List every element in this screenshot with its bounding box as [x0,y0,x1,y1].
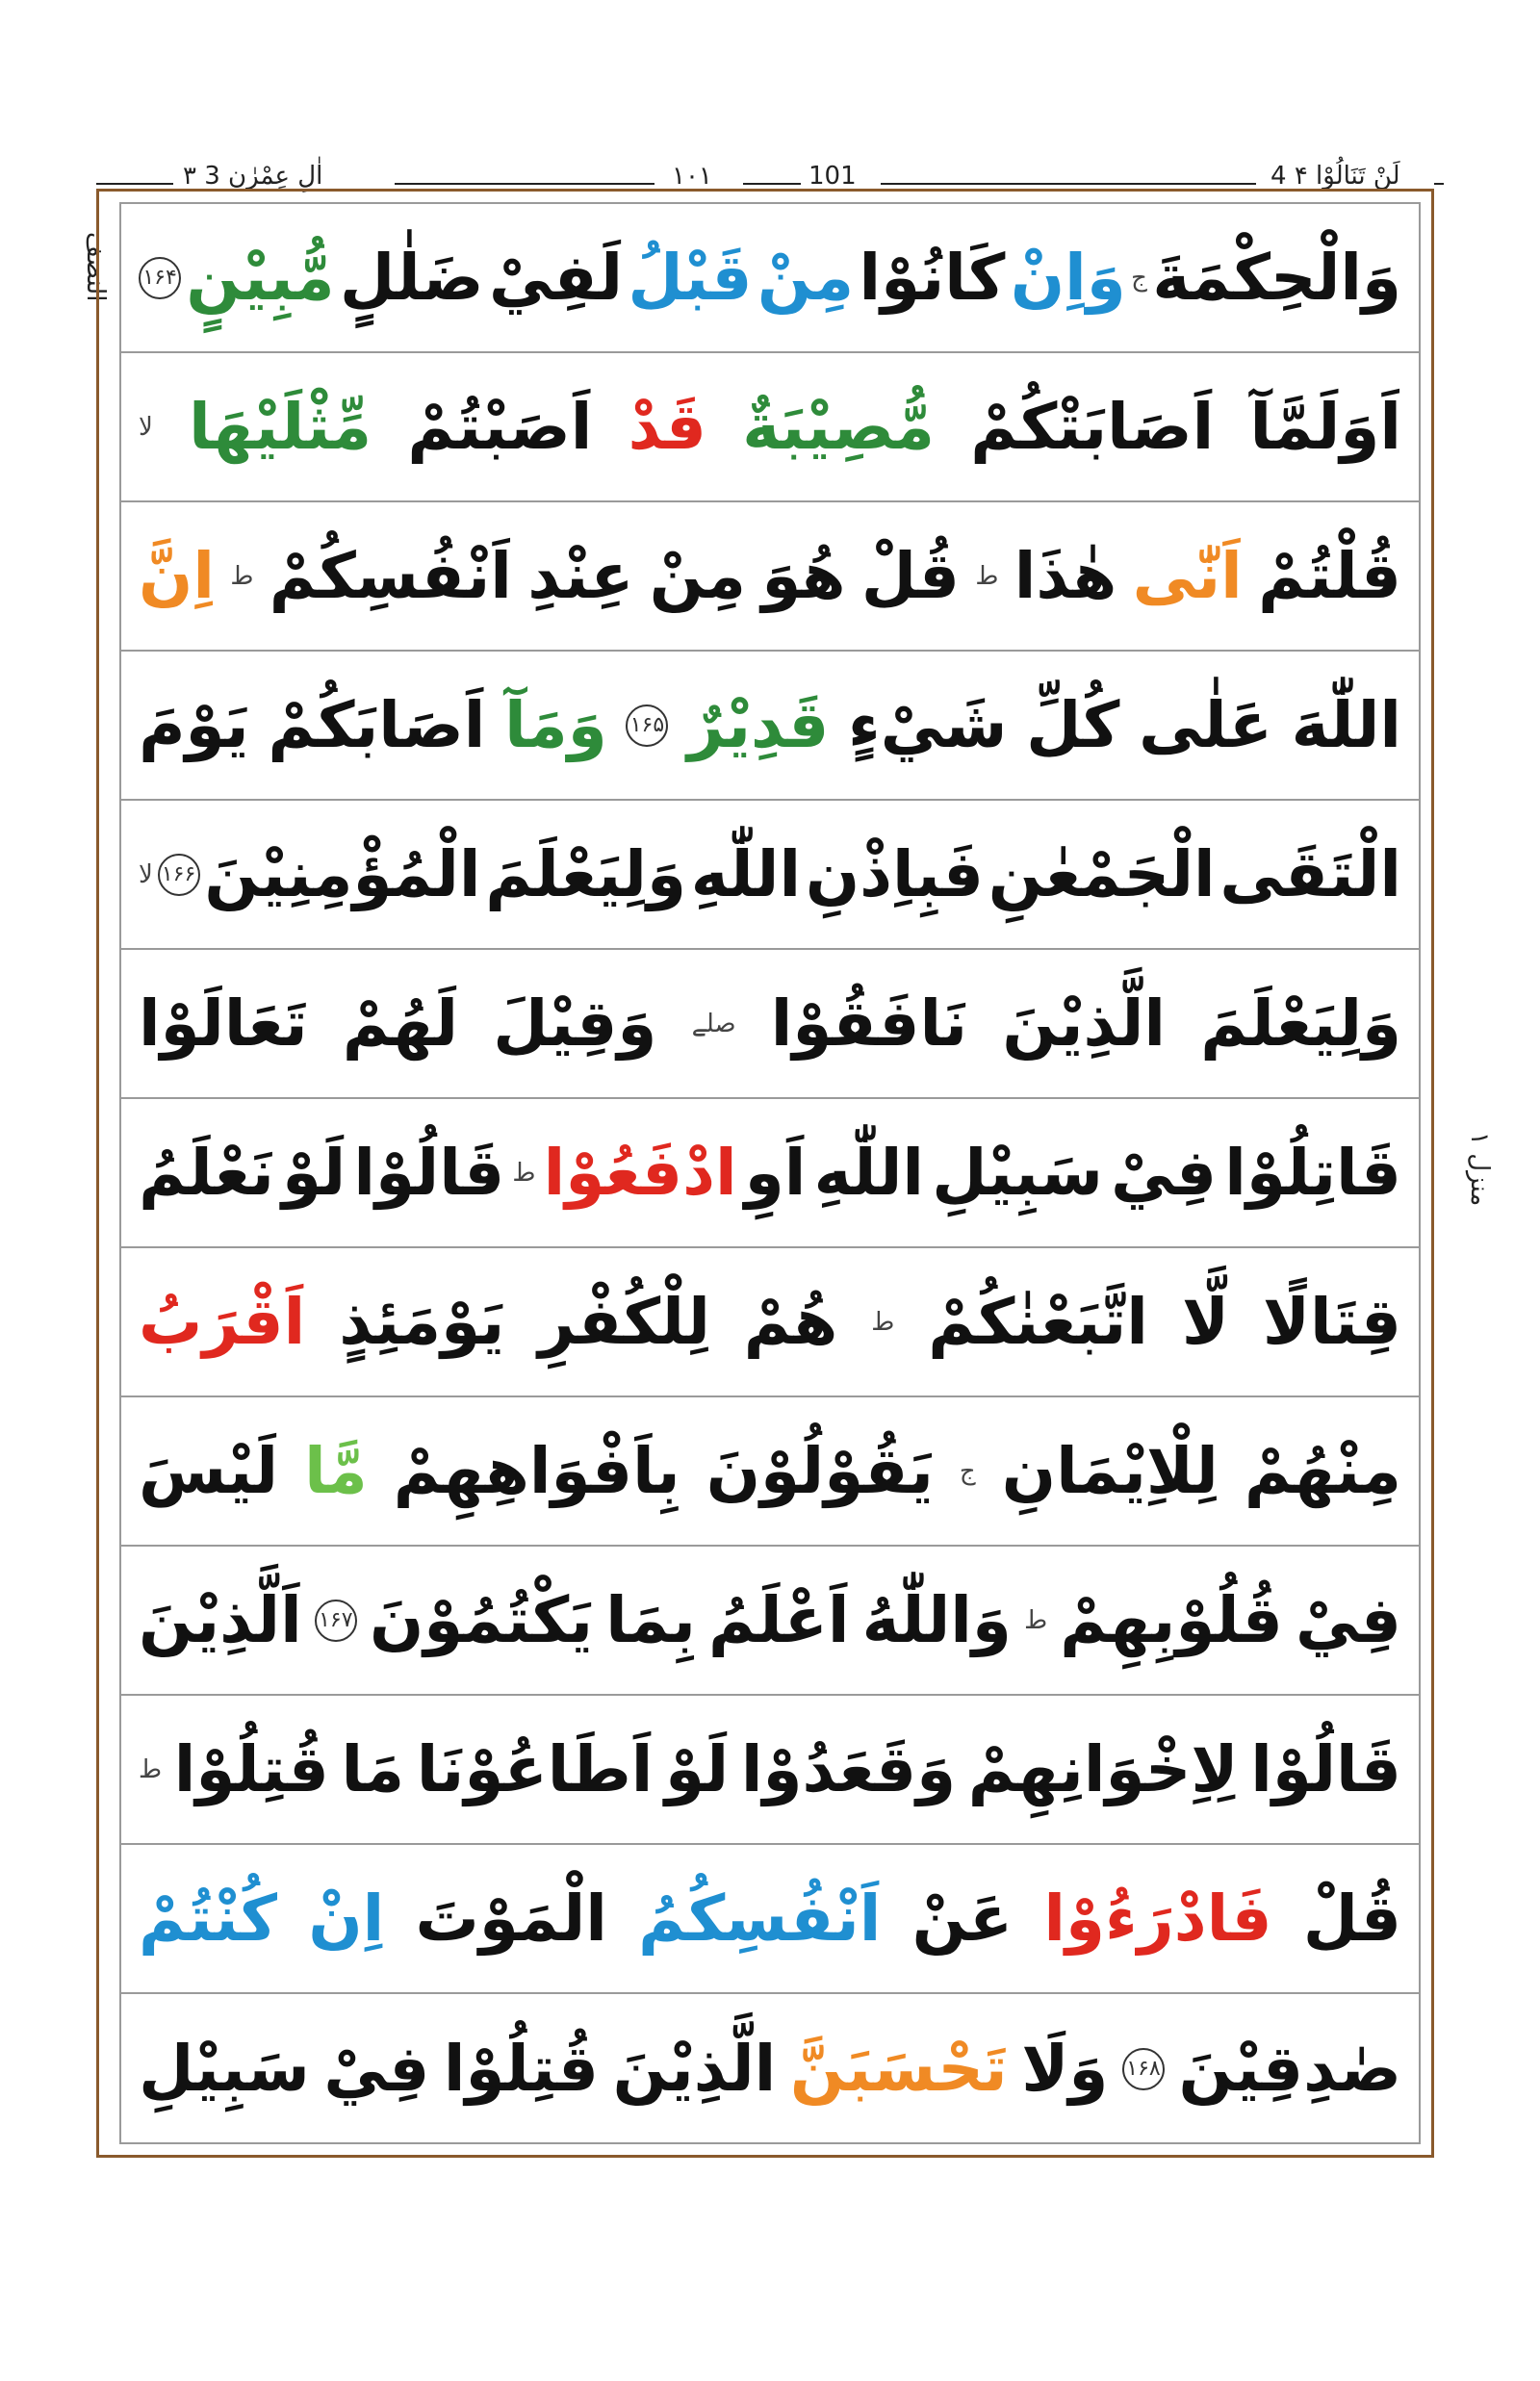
header-rule [395,183,654,185]
word: بِاَفْوَاهِهِمْ [393,1433,680,1508]
word: لِلْاِيْمَانِ [1001,1433,1219,1508]
word: مِنْ [757,240,855,315]
word: لَّا [1181,1284,1229,1359]
word: ضَلٰلٍ [339,240,484,315]
word: قُلْ [1302,1881,1401,1956]
ayah-number: ۱۶۶ [158,854,200,896]
word: وَلِيَعْلَمَ [485,836,686,911]
word: كُلِّ [1026,687,1120,762]
text-line [121,1397,1419,1547]
word: الْمُؤْمِنِيْنَ [204,836,481,911]
word: شَيْءٍ [848,687,1008,762]
word: اَنْفُسِكُمْ [269,538,512,613]
header-rule [881,183,1256,185]
word: فِيْ [323,2031,430,2106]
header-page-number: 101 [808,162,857,191]
word: اَطَاعُوْنَا [416,1731,654,1806]
word: وَالْحِكْمَةَ [1152,240,1401,315]
word: قَدْ [628,389,706,464]
word: وَاللّٰهُ [861,1582,1012,1657]
word: مَّا [304,1433,368,1508]
header-rule [96,183,173,185]
word: اللّٰهِ [690,836,802,911]
word: اَعْلَمُ [708,1582,850,1657]
word: كَانُوْا [859,240,1006,315]
word: قِتَالًا [1262,1284,1401,1359]
text-line [121,950,1419,1099]
word: قُلُوْبِهِمْ [1060,1582,1283,1657]
word: نَافَقُوْا [770,986,968,1061]
word: فَادْرَءُوْا [1043,1881,1272,1956]
word: لَهُمْ [342,986,459,1061]
word: وَمَآ [504,687,607,762]
word: وَلَا [1021,2031,1109,2106]
word: اتَّبَعْنٰكُمْ [928,1284,1148,1359]
word: مِنْهُمْ [1244,1433,1401,1508]
word: قَدِيْرٌ [687,687,830,762]
word: نَعْلَمُ [139,1135,274,1210]
word: قَالُوْا [353,1135,505,1210]
word: مِّثْلَيْهَا [189,389,372,464]
word: سَبِيْلِ [932,1135,1103,1210]
text-line [121,353,1419,502]
word: قُتِلُوْا [173,1731,329,1806]
word: الَّذِيْنَ [612,2031,777,2106]
word: وَاِنْ [1010,240,1126,315]
word: هُوَ [761,538,846,613]
word: اللّٰهَ [1291,687,1401,762]
word: اللّٰهِ [813,1135,924,1210]
word: اَوَلَمَّآ [1249,389,1401,464]
word: لَوْ [665,1731,730,1806]
waqf-mark: ط [975,561,999,591]
waqf-mark: ط [512,1158,536,1188]
waqf-mark: ط [871,1307,895,1337]
word: ادْفَعُوْا [543,1135,737,1210]
waqf-mark: لا [139,412,153,442]
word: بِمَا [605,1582,696,1657]
waqf-mark: ط [1024,1605,1048,1635]
word: هٰذَا [1014,538,1117,613]
word: قُلْ [860,538,961,613]
word: صٰدِقِيْنَ [1178,2031,1401,2106]
word: هُمْ [743,1284,838,1359]
ayah-number: ۱۶۵ [626,704,668,747]
waqf-mark: لا [139,859,153,889]
word: اِنْ [308,1881,385,1956]
side-note-left: النصف [81,231,110,302]
word: وَلِيَعْلَمَ [1200,986,1401,1061]
word: وَقَعَدُوْا [740,1731,957,1806]
word: الَّذِيْنَ [1002,986,1167,1061]
text-line [121,1099,1419,1248]
word: قُلْتُمْ [1258,538,1401,613]
header-page-number-urdu: ۱۰۱ [672,162,712,191]
word: قَاتِلُوْا [1224,1135,1401,1210]
text-line [121,1547,1419,1696]
ayah-number: ۱۶۴ [139,257,181,299]
word: الْمَوْتَ [415,1881,607,1956]
word: مِنْ [649,538,747,613]
word: تَحْسَبَنَّ [789,2031,1008,2106]
word: يَقُوْلُوْنَ [706,1433,934,1508]
word: سَبِيْلِ [139,2031,310,2106]
word: فَبِاِذْنِ [805,836,984,911]
word: تَعَالَوْا [139,986,308,1061]
text-line [121,1845,1419,1994]
ayah-number: ۱۶۷ [315,1600,357,1642]
word: قَالُوْا [1250,1731,1401,1806]
text-line [121,1696,1419,1845]
header-juz-name: لَنْ تَنَالُوْا ۴ 4 [1270,162,1400,191]
word: اَقْرَبُ [139,1284,306,1359]
word: فِيْ [1296,1582,1401,1657]
text-line [121,801,1419,950]
word: الْجَمْعٰنِ [988,836,1216,911]
word: عَلٰى [1139,687,1272,762]
word: اَوِ [744,1135,807,1210]
word: اَلَّذِيْنَ [139,1582,302,1657]
word: يَوْمَ [139,687,249,762]
word: فِيْ [1111,1135,1218,1210]
word: كُنْتُمْ [139,1881,278,1956]
text-line [121,652,1419,801]
waqf-mark: ج [1131,263,1147,293]
text-line [121,204,1419,353]
word: اَصَابَكُمْ [268,687,486,762]
word: اِنَّ [139,538,215,613]
text-frame [119,202,1421,2144]
waqf-mark: ج [959,1456,976,1486]
text-line [121,1248,1419,1397]
header-rule [743,183,801,185]
word: مُّبِيْنٍ [186,240,335,315]
word: قَبْلُ [628,240,753,315]
text-line [121,1994,1419,2143]
word: لَوْ [282,1135,346,1210]
word: مُّصِيْبَةٌ [742,389,936,464]
word: عَنْ [911,1881,1014,1956]
word: اَصَبْتُمْ [407,389,593,464]
word: الْتَقَى [1219,836,1401,911]
word: يَوْمَئِذٍ [339,1284,505,1359]
word: لِاِخْوَانِهِمْ [967,1731,1239,1806]
word: مَا [341,1731,405,1806]
word: اَنّٰى [1132,538,1243,613]
word: اَنْفُسِكُمُ [638,1881,882,1956]
word: لَيْسَ [139,1433,279,1508]
word: لَفِيْ [488,240,624,315]
word: وَقِيْلَ [493,986,657,1061]
ayah-number: ۱۶۸ [1122,2048,1165,2090]
waqf-mark: صلے [691,1009,736,1038]
header-rule [1434,183,1444,185]
waqf-mark: ط [230,561,254,591]
word: قُتِلُوْا [443,2031,599,2106]
word: يَكْتُمُوْنَ [369,1582,594,1657]
waqf-mark: ط [139,1754,163,1784]
word: عِنْدِ [527,538,634,613]
text-line [121,502,1419,652]
side-note-manzil: منزل ۱ [1465,1132,1494,1207]
word: اَصَابَتْكُمْ [970,389,1215,464]
word: لِلْكُفْرِ [538,1284,710,1359]
header-surah-name: ۳ اٰلِ عِمْرٰن 3 [183,162,323,191]
